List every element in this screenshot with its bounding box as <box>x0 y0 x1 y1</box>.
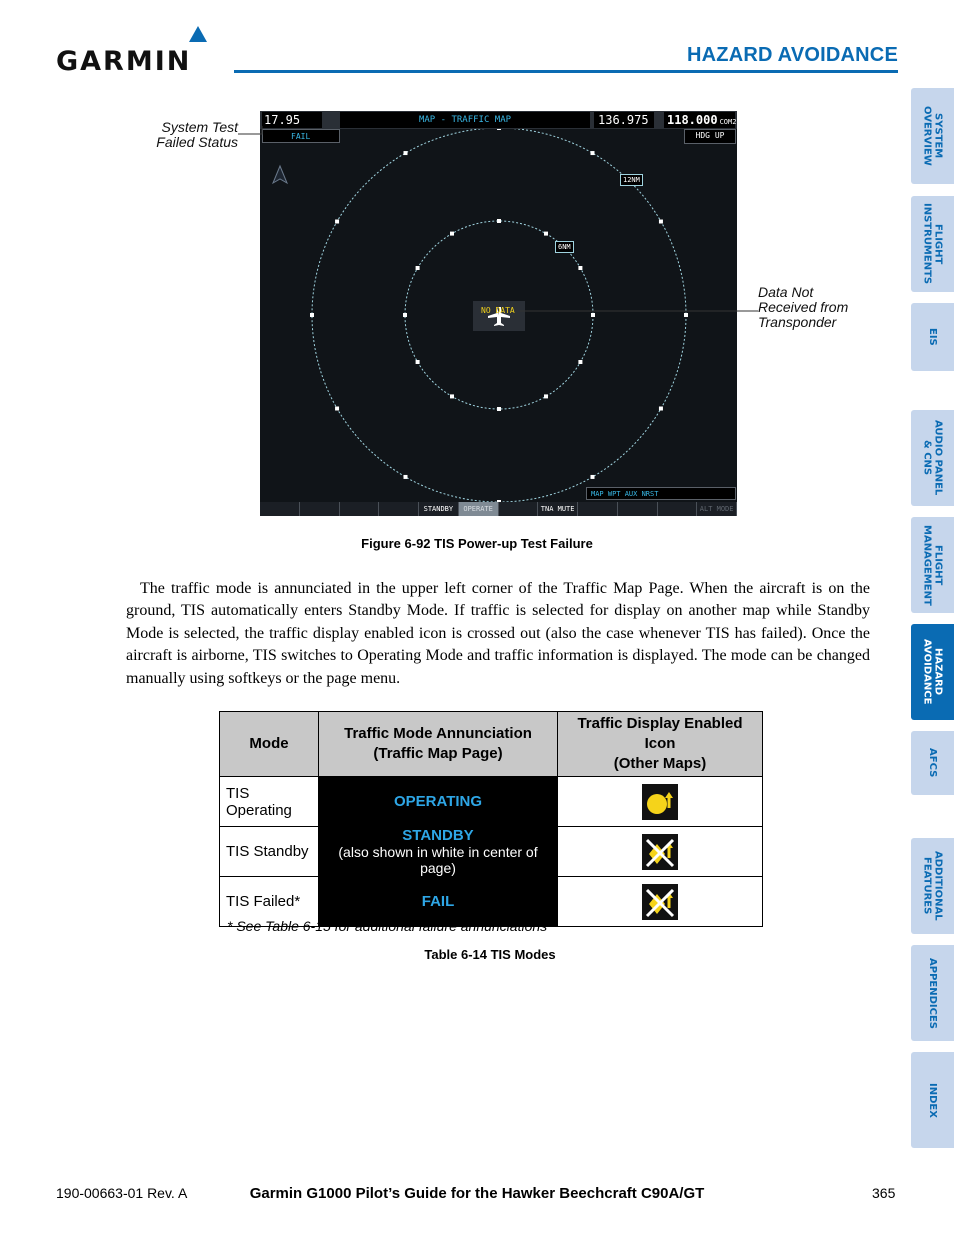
table-row <box>220 777 763 827</box>
tab-hazard-avoidance[interactable] <box>911 624 954 720</box>
tis-fail-annunciation: FAIL <box>262 129 340 143</box>
ring-tick <box>416 266 420 270</box>
footer-doc-number: 190-00663-01 Rev. A <box>56 1185 188 1201</box>
mode-cell: TIS Failed* <box>220 877 319 927</box>
annunciation-cell <box>319 827 558 877</box>
figure-caption: Figure 6-92 TIS Power-up Test Failure <box>361 536 593 551</box>
icon-cell <box>558 777 763 827</box>
mode-cell: TIS Standby <box>220 827 319 877</box>
ring-tick <box>403 313 407 317</box>
table-row <box>220 827 763 877</box>
table-footnote: * See Table 6-15 for additional failure annunciations <box>227 918 548 934</box>
icon-cell <box>558 827 763 877</box>
annunciation-text: OPERATING <box>393 793 483 810</box>
tab-flight-instruments[interactable] <box>911 196 954 292</box>
tab-label: HAZARD AVOIDANCE <box>921 639 944 705</box>
footer-page-number: 365 <box>872 1185 896 1201</box>
header-icon: Traffic Display Enabled Icon (Other Maps) <box>558 712 763 777</box>
ring-tick <box>416 360 420 364</box>
system-test-leader <box>238 126 262 134</box>
softkey-bar <box>260 502 737 516</box>
ring-tick <box>497 219 501 223</box>
ring-tick <box>310 313 314 317</box>
tab-label: APPENDICES <box>927 957 938 1029</box>
softkey[interactable] <box>300 502 340 516</box>
tab-label: FLIGHT MANAGEMENT <box>921 524 944 606</box>
softkey[interactable] <box>658 502 698 516</box>
softkey[interactable] <box>499 502 539 516</box>
ring-tick <box>404 475 408 479</box>
mode-cell: TIS Operating <box>220 777 319 827</box>
north-arrow-icon <box>273 166 287 183</box>
tab-system-overview[interactable] <box>911 88 954 184</box>
header-mode: Mode <box>220 712 319 777</box>
ring-tick <box>497 407 501 411</box>
ring-tick <box>335 407 339 411</box>
ring-tick <box>684 313 688 317</box>
ring-tick <box>578 266 582 270</box>
no-data-annunciation: NO DATA <box>481 306 515 315</box>
tab-label: AUDIO PANEL & CNS <box>921 420 944 496</box>
screen-page-title: MAP - TRAFFIC MAP <box>340 112 590 128</box>
ring-tick <box>591 475 595 479</box>
ring-tick <box>659 407 663 411</box>
com-active-frequency <box>664 112 735 128</box>
tab-label: SYSTEM OVERVIEW <box>921 106 944 166</box>
tab-afcs[interactable] <box>911 731 954 795</box>
traffic-map-screen <box>260 111 737 516</box>
softkey[interactable] <box>260 502 300 516</box>
softkey[interactable] <box>578 502 618 516</box>
ring-tick <box>450 232 454 236</box>
tab-eis[interactable] <box>911 303 954 371</box>
page-group-indicator: MAP WPT AUX NRST <box>586 487 736 500</box>
inner-ring-range-label: 6NM <box>555 241 574 253</box>
tab-label: FLIGHT INSTRUMENTS <box>921 203 944 285</box>
tab-label: AFCS <box>927 748 938 778</box>
softkey[interactable] <box>340 502 380 516</box>
com-label: COM2 <box>719 118 737 126</box>
section-title: HAZARD AVOIDANCE <box>687 44 898 66</box>
tab-flight-management[interactable] <box>911 517 954 613</box>
tab-label: INDEX <box>927 1082 938 1118</box>
header-annunciation: Traffic Mode Annunciation (Traffic Map Page) <box>319 712 558 777</box>
tab-label: EIS <box>927 328 938 346</box>
softkey[interactable]: OPERATE <box>459 502 499 516</box>
traffic-enabled-icon <box>642 784 678 820</box>
annunciation-text: FAIL <box>421 893 455 910</box>
ring-tick <box>544 232 548 236</box>
footer-title: Garmin G1000 Pilot’s Guide for the Hawker Beechcraft C90A/GT <box>249 1185 705 1202</box>
logo-triangle-icon <box>189 26 207 42</box>
softkey[interactable]: STANDBY <box>419 502 459 516</box>
ring-tick <box>450 394 454 398</box>
traffic-disabled-icon <box>642 884 678 920</box>
ring-tick <box>659 220 663 224</box>
annunciation-note: (also shown in white in center of page) <box>338 844 538 876</box>
ring-tick <box>544 394 548 398</box>
softkey[interactable] <box>379 502 419 516</box>
header-rule <box>234 70 898 73</box>
map-orientation: HDG UP <box>684 129 736 144</box>
com-active-value: 118.000 <box>667 113 718 127</box>
nav-frequency: 17.95 <box>262 112 322 128</box>
ring-tick <box>404 151 408 155</box>
garmin-logo <box>56 26 221 76</box>
table-caption: Table 6-14 TIS Modes <box>424 947 556 962</box>
body-paragraph: The traffic mode is annunciated in the upper left corner of the Traffic Map Page. When the aircraft is on the ground, TIS automatically enters Standby Mode. If traffic is selected for display on another map while Standby Mode is selected, the traffic display enabled icon is crossed out (also the case whenever TIS has failed). Once the aircraft is airborne, TIS switches to Operating Mode and traffic information is displayed. The mode can be changed manually using softkeys or the page menu. <box>126 580 870 687</box>
tab-label: ADDITIONAL FEATURES <box>921 851 944 921</box>
annunciation-cell <box>319 777 558 827</box>
logo-wordmark: GARMIN <box>56 46 192 77</box>
tab-additional-features[interactable] <box>911 838 954 934</box>
traffic-disabled-icon <box>642 834 678 870</box>
callout-system-test: System Test Failed Status <box>156 119 238 150</box>
ring-tick <box>578 360 582 364</box>
ring-tick <box>335 220 339 224</box>
tab-audio-panel-cns[interactable] <box>911 410 954 506</box>
ring-tick <box>591 151 595 155</box>
softkey[interactable]: ALT MODE <box>697 502 737 516</box>
callout-data-not-received: Data Not Received from Transponder <box>758 284 849 330</box>
tis-modes-table <box>219 711 763 927</box>
outer-ring-range-label: 12NM <box>620 174 643 186</box>
ring-tick <box>591 313 595 317</box>
annunciation-text: STANDBY <box>402 827 474 844</box>
icon-cell <box>558 877 763 927</box>
com-standby-frequency: 136.975 <box>594 112 654 128</box>
softkey[interactable] <box>618 502 658 516</box>
softkey[interactable]: TNA MUTE <box>538 502 578 516</box>
tab-index[interactable] <box>911 1052 954 1148</box>
